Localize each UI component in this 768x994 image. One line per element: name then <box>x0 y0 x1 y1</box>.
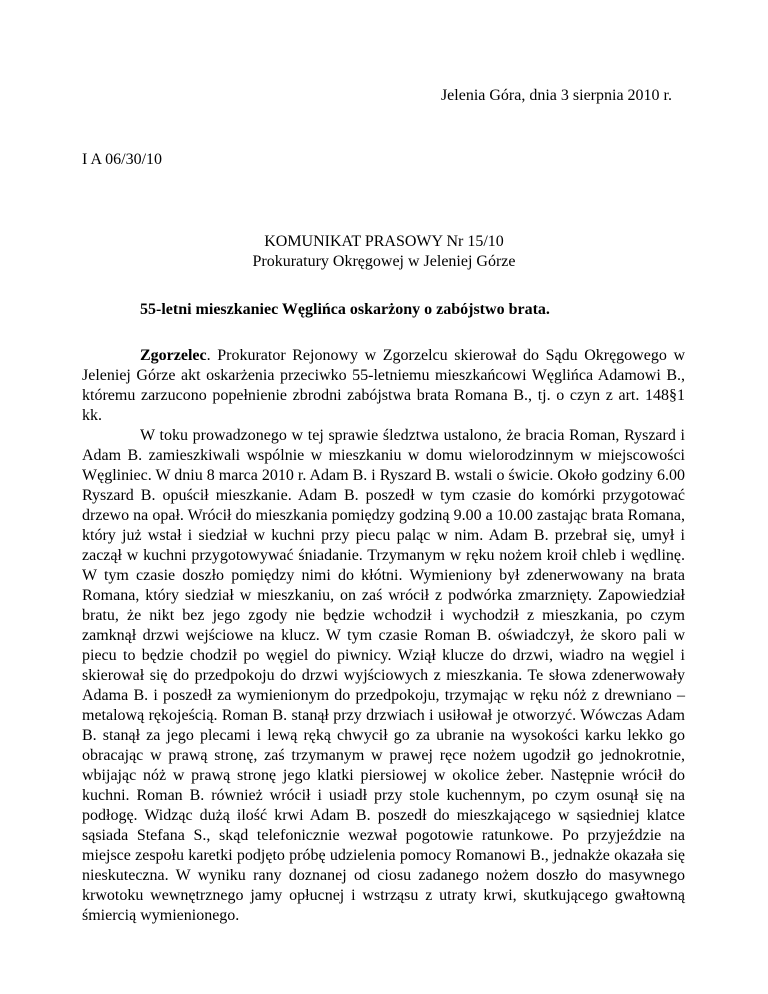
body-paragraph-1 <box>82 346 685 426</box>
document-heading <box>0 232 768 272</box>
location-lead: Zgorzelec <box>140 347 207 364</box>
paragraph-1-text: . Prokurator Rejonowy w Zgorzelcu skierował do Sądu Okręgowego w Jeleniej Górze akt oskarżenia przeciwko 55-letniemu mieszkańcowi Węglińca Adamowi B., któremu zarzucono popełnienie zbrodni zabójstwa brata Romana B., tj. o czyn z art. 148§1 kk. <box>82 347 685 424</box>
place-date: Jelenia Góra, dnia 3 sierpnia 2010 r. <box>440 87 672 104</box>
document-body <box>82 346 685 926</box>
document-title: KOMUNIKAT PRASOWY Nr 15/10 <box>264 233 504 250</box>
subject-line: 55-letni mieszkaniec Węglińca oskarżony o zabójstwo brata. <box>140 301 550 318</box>
body-paragraph-2: W toku prowadzonego w tej sprawie śledztwa ustalono, że bracia Roman, Ryszard i Adam B. zamieszkiwali wspólnie w mieszkaniu w domu wielorodzinnym w miejscowości Węgliniec. W dniu 8 marca 2010 r. Adam B. i Ryszard B. wstali o świcie. Około godziny 6.00 Ryszard B. opuścił mieszkanie. Adam B. poszedł w tym czasie do komórki przygotować drzewo na opał. Wrócił do mieszkania pomiędzy godziną 9.00 a 10.00 zastając brata Romana, który już wstał i siedział w kuchni przy piecu paląc w nim. Adam B. przebrał się, umył i zaczął w kuchni przygotowywać śniadanie. Trzymanym w ręku nożem kroił chleb i wędlinę. W tym czasie doszło pomiędzy nimi do kłótni. Wymieniony był zdenerwowany na brata Romana, który siedział w mieszkaniu, on zaś wrócił z podwórka zmarznięty. Zapowiedział bratu, że nikt bez jego zgody nie będzie wchodził i wychodził z mieszkania, po czym zamknął drzwi wejściowe na klucz. W tym czasie Roman B. oświadczył, że skoro pali w piecu to będzie chodził po węgiel do piwnicy. Wziął klucze do drzwi, wiadro na węgiel i skierował się do przedpokoju do drzwi wyjściowych z mieszkania. Te słowa zdenerwowały Adama B. i poszedł za wymienionym do przedpokoju, trzymając w ręku nóż z drewniano – metalową rękojeścią. Roman B. stanął przy drzwiach i usiłował je otworzyć. Wówczas Adam B. stanął za jego plecami i lewą ręką chwycił go za ubranie na wysokości karku lekko go obracając w prawą stronę, zaś trzymanym w prawej ręce nożem ugodził go jednokrotnie, wbijając nóż w prawą stronę jego klatki piersiowej w okolice żeber. Następnie wrócił do kuchni. Roman B. również wrócił i usiadł przy stole kuchennym, po czym osunął się na podłogę. Widząc dużą ilość krwi Adam B. poszedł do mieszkającego w sąsiedniej klatce sąsiada Stefana S., skąd telefonicznie wezwał pogotowie ratunkowe. Po przyjeździe na miejsce zespołu karetki podjęto próbę udzielenia pomocy Romanowi B., jednakże okazała się nieskuteczna. W wyniku rany doznanej od ciosu zadanego nożem doszło do masywnego krwotoku wewnętrznego jamy opłucnej i wstrząsu z utraty krwi, skutkującego gwałtowną śmiercią wymienionego. <box>82 427 685 924</box>
case-reference: I A 06/30/10 <box>82 151 163 168</box>
issuing-office: Prokuratury Okręgowej w Jeleniej Górze <box>252 253 516 270</box>
